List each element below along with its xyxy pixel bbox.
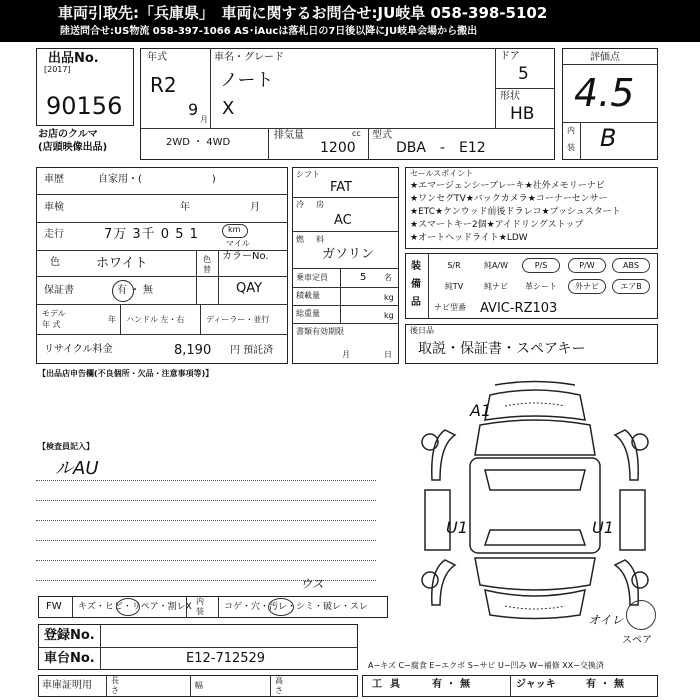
- cert-label: 車庫証明用: [42, 680, 92, 691]
- recycle-label: リサイクル料金: [44, 344, 113, 355]
- accessories-value: 取説・保証書・スペアキー: [418, 341, 586, 357]
- equip-abs: ABS: [612, 258, 650, 273]
- jack-value: 有・無: [586, 679, 628, 690]
- dealer-label: ディーラー・並行: [206, 315, 270, 324]
- doors-value: 5: [518, 64, 529, 84]
- interior-value: B: [600, 124, 617, 152]
- warranty-label: 保証書: [44, 285, 74, 296]
- color-value: ホワイト: [96, 256, 148, 271]
- inspection-year-unit: 年: [180, 202, 190, 213]
- sales-line-4: ★オートヘッドライト★LDW: [410, 233, 528, 243]
- month-unit: 月: [200, 115, 208, 124]
- header-line2: 陸送問合せ:US物流 058-397-1066 AS･iAucは落札日の7日後以降にJU岐阜会場から搬出: [60, 26, 478, 37]
- jack-label: ジャッキ: [516, 679, 556, 690]
- lot-note1: お店のクルマ: [38, 129, 98, 140]
- fw-circle: [116, 598, 140, 616]
- damage-front: A1: [470, 401, 492, 420]
- reg-label: 車歴: [44, 174, 64, 185]
- equip-navi: 純ナビ: [484, 282, 508, 291]
- accessories-label: 後日品: [410, 326, 434, 335]
- model-label: 型式: [372, 130, 392, 141]
- month-value: 9: [188, 100, 199, 119]
- doors-label: ドア: [500, 51, 520, 62]
- damage-spare: オイレ: [588, 613, 624, 627]
- width-label: 幅: [195, 681, 203, 690]
- color-label: 色: [50, 257, 60, 268]
- spare-circle-icon: [626, 600, 656, 630]
- len-label2: さ: [111, 686, 119, 695]
- inspection-label: 車検: [44, 202, 64, 213]
- interior-check-label1: 内: [196, 597, 204, 606]
- name-label: 車名・グレード: [214, 52, 284, 63]
- lot-label: 出品No.: [48, 51, 99, 66]
- recycle-unit: 円 預託済: [230, 345, 274, 356]
- fuel-value: ガソリン: [322, 247, 375, 262]
- inspection-month-unit: 月: [250, 202, 260, 213]
- grade-label: 評価点: [590, 52, 620, 63]
- car-diagram: [410, 380, 660, 630]
- body-label: 形状: [500, 91, 520, 102]
- displacement-unit: cc: [352, 129, 361, 138]
- gross-label: 総重量: [296, 309, 320, 318]
- height-label1: 高: [275, 676, 283, 685]
- color-change1: 色: [203, 255, 211, 264]
- model-year-unit: 年: [108, 315, 116, 324]
- docs-month: 月: [342, 350, 350, 359]
- equip-alloy: 純A/W: [483, 261, 509, 270]
- sales-line-3: ★スマートキー2個★アイドリングストップ: [410, 220, 584, 230]
- drive-label: 2WD ・ 4WD: [166, 137, 231, 148]
- chassis-label: 車台No.: [44, 651, 95, 666]
- equip-sr: S/R: [447, 261, 461, 270]
- capacity-label: 乗車定員: [296, 273, 328, 282]
- fuel-label2: 料: [316, 235, 324, 244]
- spare-label: スペア: [622, 635, 652, 646]
- km-label: km: [228, 225, 241, 234]
- header-line1: 車両引取先:「兵庫県」 車両に関するお問合せ:JU岐阜 058-398-5102: [58, 4, 548, 22]
- damage-legend: A−キズ C−腐食 E−エクボ S−サビ U−凹み W−補修 XX−交換済: [368, 661, 604, 670]
- mileage-value: 7万 3千 0 5 1: [104, 227, 199, 242]
- grade-score: 4.5: [574, 71, 635, 115]
- equip-airbag: エアB: [612, 279, 650, 294]
- equip-ps: P/S: [522, 258, 560, 273]
- docs-day: 日: [384, 350, 392, 359]
- ac-value: AC: [334, 213, 352, 228]
- lot-note2: (店頭映像出品): [38, 142, 108, 153]
- interior-circle: [268, 598, 294, 616]
- interior-check-items: コゲ・穴・汚レ・シミ・破レ・スレ: [224, 602, 369, 612]
- displacement-label: 排気量: [274, 130, 304, 141]
- handle-label: ハンドル 左・右: [126, 315, 185, 324]
- fw-label: FW: [46, 601, 62, 612]
- ac-label1: 冷: [296, 200, 304, 209]
- tools-label: 工具: [372, 679, 408, 690]
- model-year-label2: 年 式: [42, 320, 61, 329]
- interior-check-label2: 装: [196, 607, 204, 616]
- displacement-value: 1200: [320, 140, 356, 156]
- load-unit: kg: [384, 293, 394, 302]
- name-value: ノート: [220, 70, 274, 91]
- load-label: 積載量: [296, 291, 320, 300]
- equip-char-2: 品: [411, 297, 421, 308]
- damage-bottom: ウス: [300, 577, 324, 591]
- capacity-unit: 名: [384, 273, 392, 282]
- lot-year: [2017]: [44, 65, 71, 74]
- recycle-value: 8,190: [174, 343, 212, 358]
- equip-ext-navi: 外ナビ: [568, 279, 606, 294]
- lot-number: 90156: [46, 92, 123, 120]
- navi-value: AVIC-RZ103: [480, 301, 558, 316]
- mile-label: マイル: [226, 239, 250, 248]
- equip-char-0: 装: [411, 261, 421, 272]
- fuel-label1: 燃: [296, 235, 304, 244]
- grade-value: X: [222, 98, 235, 119]
- shift-value: FAT: [330, 180, 353, 195]
- gross-unit: kg: [384, 311, 394, 320]
- colorno-value: QAY: [236, 281, 263, 296]
- len-label1: 長: [111, 676, 119, 685]
- sales-line-2: ★ETC★ケンウッド前後ドラレコ★プッシュスタート: [410, 207, 621, 217]
- chassis-value: E12-712529: [186, 651, 266, 666]
- body-value: HB: [510, 104, 535, 124]
- colorno-label: カラーNo.: [222, 251, 269, 262]
- capacity-value: 5: [360, 272, 367, 283]
- damage-left: U1: [446, 518, 468, 537]
- equip-pw: P/W: [568, 258, 606, 273]
- shift-label: シフト: [296, 170, 320, 179]
- model-year-label1: モデル: [42, 309, 66, 318]
- damage-right: U1: [592, 518, 614, 537]
- mileage-label: 走行: [44, 229, 64, 240]
- fw-items: キズ・ヒビ・リペア・割レX: [78, 602, 192, 612]
- tools-value: 有・無: [432, 679, 474, 690]
- inspector-label: 【検査員記入】: [38, 442, 94, 451]
- warranty-value: 有・無: [117, 285, 156, 296]
- reg-no-label: 登録No.: [44, 628, 95, 643]
- docs-label: 書類有効期限: [296, 327, 344, 336]
- equip-char-1: 備: [411, 279, 421, 290]
- height-label2: さ: [275, 686, 283, 695]
- color-change2: 替: [203, 265, 211, 274]
- year-value: R2: [150, 73, 177, 97]
- interior-label2: 装: [567, 143, 575, 152]
- interior-label1: 内: [567, 126, 575, 135]
- sales-label: セールスポイント: [410, 169, 474, 178]
- ac-label2: 房: [316, 200, 324, 209]
- equip-tv: 純TV: [444, 282, 464, 291]
- sales-line-0: ★エマージェンシーブレーキ★社外メモリーナビ: [410, 181, 605, 191]
- sales-line-1: ★ワンセグTV★バックカメラ★コーナーセンサー: [410, 194, 608, 204]
- year-label: 年式: [147, 52, 167, 63]
- reg-value: 自家用・( ): [98, 174, 216, 185]
- navi-label: ナビ型番: [434, 303, 466, 312]
- equip-leather: 革シート: [525, 282, 557, 291]
- inspector-note: ルAU: [55, 458, 99, 479]
- declaration-label: 【出品店申告欄(不良個所・欠品・注意事項等)】: [38, 369, 214, 378]
- model-value: DBA - E12: [396, 140, 486, 156]
